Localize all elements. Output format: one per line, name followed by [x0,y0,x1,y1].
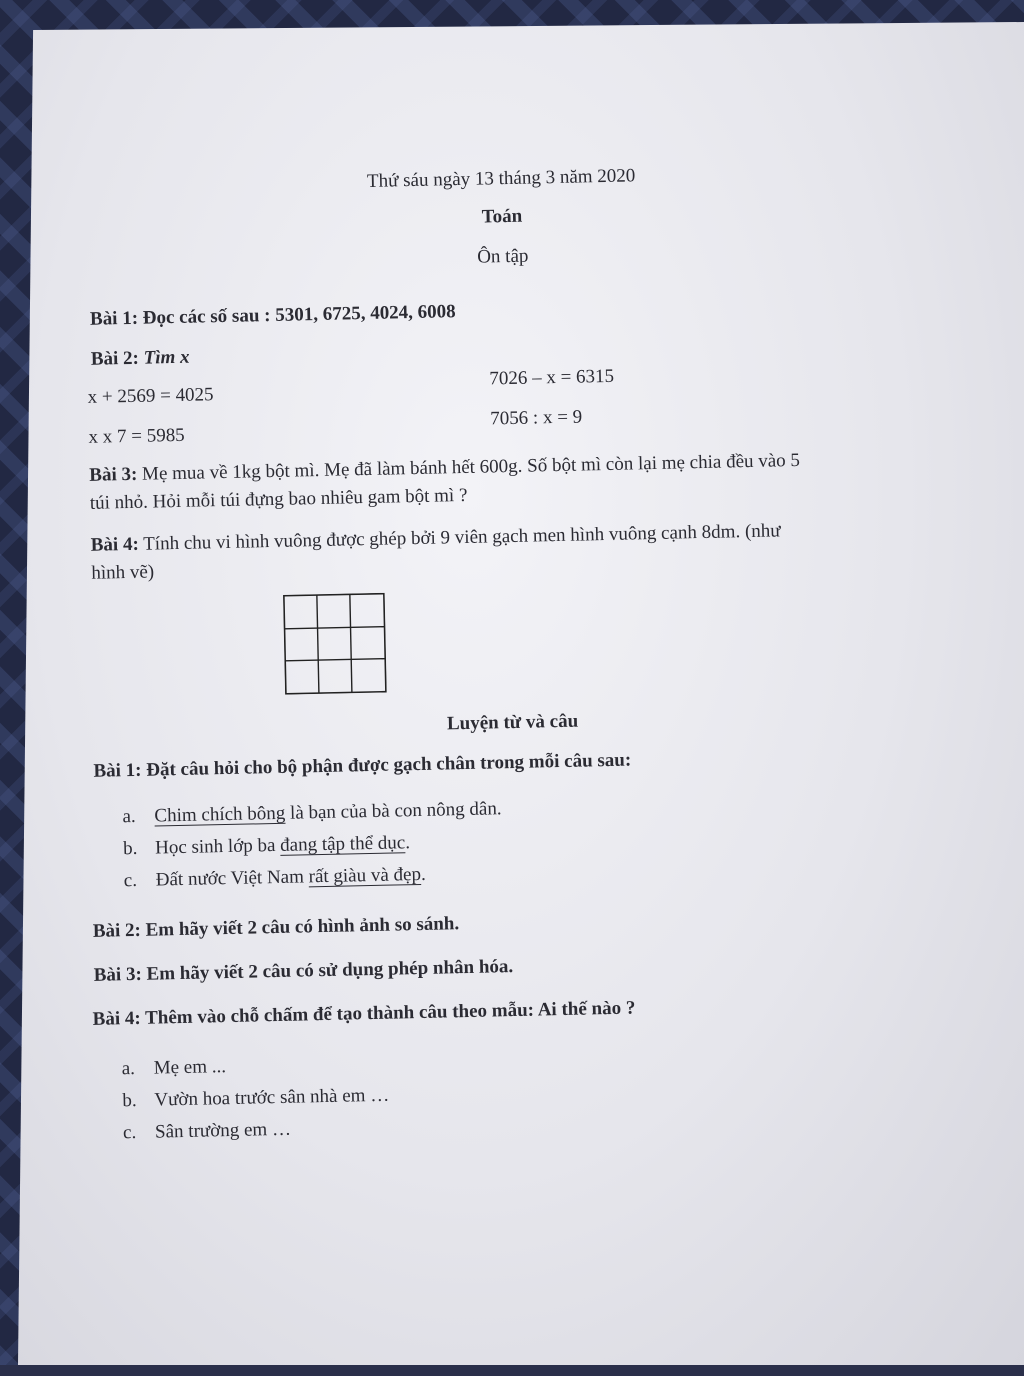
underlined-phrase: đang tập thể dục [279,832,406,856]
item-text: Sân trường em … [154,1118,292,1143]
language-ex4-item-a [122,1056,227,1080]
math-exercise-4-line1 [91,520,781,556]
topic-title: Ôn tập [476,245,529,268]
underlined-phrase: rất giàu và đẹp [308,863,422,888]
language-exercise-1-heading: Bài 1: Đặt câu hỏi cho bộ phận được gạch chân trong mỗi câu sau: [93,749,632,782]
item-letter: a. [122,805,136,828]
language-exercise-4-heading: Bài 4: Thêm vào chỗ chấm để tạo thành câu theo mẫu: Ai thế nào ? [92,997,636,1030]
item-text-end: . [404,832,411,854]
language-ex1-item-a [122,798,502,828]
equation-3: x x 7 = 5985 [88,424,185,448]
subject-title: Toán [481,205,523,228]
math-ex1-label: Bài 1: [89,307,139,330]
item-letter: b. [122,1089,137,1112]
math-ex1-text: Đọc các số sau : 5301, 6725, 4024, 6008 [142,301,456,329]
item-letter: b. [122,837,138,860]
language-exercise-2: Bài 2: Em hãy viết 2 câu có hình ảnh so sánh. [92,913,460,942]
math-ex4-line1: Tính chu vi hình vuông được ghép bởi 9 viên gạch men hình vuông cạnh 8dm. (như [142,520,781,555]
math-exercise-1 [90,301,456,331]
date-line: Thứ sáu ngày 13 tháng 3 năm 2020 [366,165,636,192]
language-exercise-3: Bài 3: Em hãy viết 2 câu có sử dụng phép nhân hóa. [93,956,514,986]
math-ex4-label: Bài 4: [90,533,140,556]
grid-outline [284,594,386,694]
item-text-end: . [420,863,426,885]
language-title: Luyện từ và câu [446,710,579,735]
math-ex2-text: Tìm x [143,346,190,369]
item-letter: c. [123,869,138,892]
language-ex4-item-c [123,1119,291,1145]
grid-line-h1 [285,627,385,629]
item-letter: c. [122,1121,137,1144]
grid-line-h2 [285,659,385,661]
item-text: Vườn hoa trước sân nhà em … [154,1084,390,1111]
underlined-phrase: Chim chích bông [154,802,286,827]
item-text: Học sinh lớp ba [154,834,281,859]
grid-line-v1 [317,595,319,693]
math-exercise-2 [91,347,190,371]
math-exercise-3-line1 [89,450,800,487]
math-exercise-4-line2: hình vẽ) [91,561,155,584]
math-ex3-line1: Mẹ mua về 1kg bột mì. Mẹ đã làm bánh hết 600g. Số bột mì còn lại mẹ chia đều vào 5 [141,449,801,485]
tile-grid-figure [283,593,387,695]
equation-2: 7026 – x = 6315 [489,365,615,390]
language-ex1-item-b [123,832,410,860]
language-ex1-item-c [124,864,426,892]
item-text: là bạn của bà con nông dân. [285,798,502,824]
item-text: Mẹ em ... [153,1056,227,1079]
math-ex2-label: Bài 2: [90,347,140,370]
math-ex3-label: Bài 3: [89,463,138,486]
equation-1: x + 2569 = 4025 [87,384,214,408]
math-exercise-3-line2: túi nhỏ. Hỏi mỗi túi đựng bao nhiêu gam bột mì ? [89,484,468,514]
language-ex4-item-b [122,1085,389,1113]
equation-4: 7056 : x = 9 [489,406,583,430]
item-text: Đất nước Việt Nam [155,866,309,891]
item-letter: a. [121,1058,136,1080]
grid-line-v2 [350,594,352,692]
